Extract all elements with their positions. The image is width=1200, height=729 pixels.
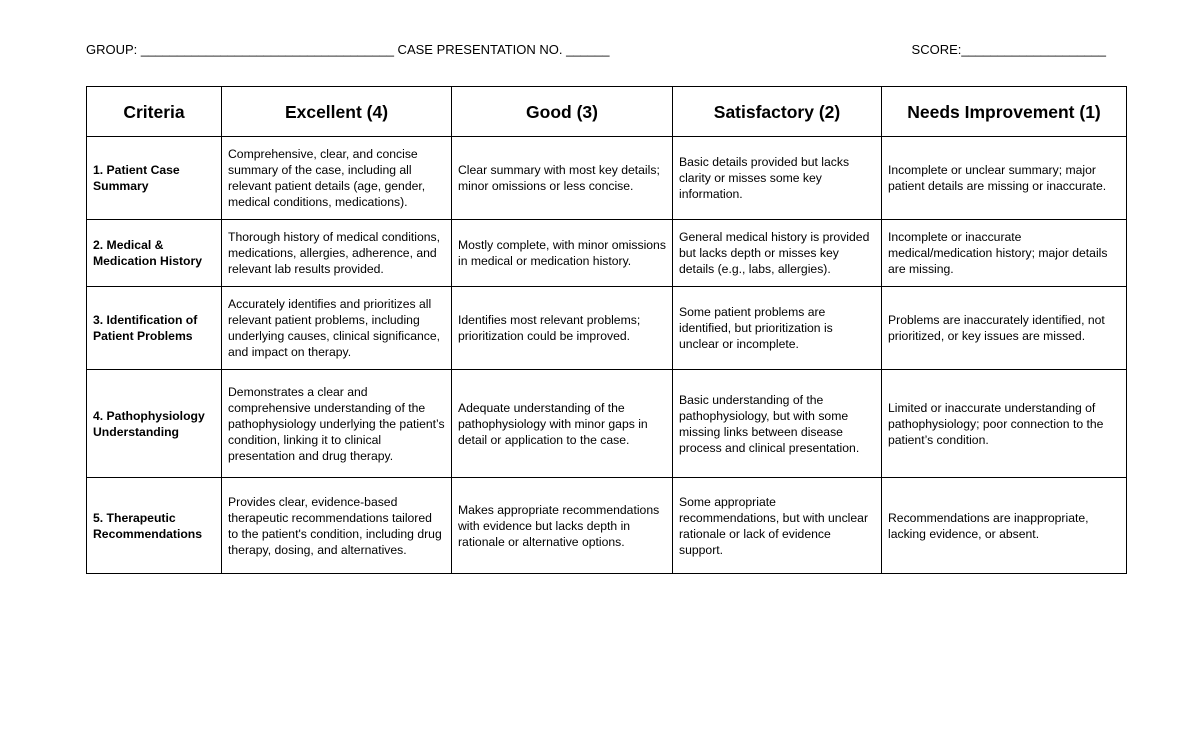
good-cell: Mostly complete, with minor omissions in medical or medication history. xyxy=(452,220,673,287)
table-row xyxy=(87,370,1127,478)
column-header-good: Good (3) xyxy=(452,87,673,137)
column-header-criteria: Criteria xyxy=(87,87,222,137)
excellent-cell: Provides clear, evidence-based therapeutic recommendations tailored to the patient's condition, including drug therapy, dosing, and alternatives. xyxy=(222,478,452,574)
satisfactory-cell: Basic details provided but lacks clarity or misses some key information. xyxy=(673,137,882,220)
criteria-cell: 4. Pathophysiology Understanding xyxy=(87,370,222,478)
satisfactory-cell: Some patient problems are identified, but prioritization is unclear or incomplete. xyxy=(673,287,882,370)
excellent-cell: Accurately identifies and prioritizes all relevant patient problems, including underlying causes, clinical significance, and impact on therapy. xyxy=(222,287,452,370)
table-row xyxy=(87,478,1127,574)
needs-improvement-cell: Recommendations are inappropriate, lacking evidence, or absent. xyxy=(882,478,1127,574)
needs-improvement-cell: Problems are inaccurately identified, not prioritized, or key issues are missed. xyxy=(882,287,1127,370)
rubric-table xyxy=(86,86,1127,574)
column-header-satisfactory: Satisfactory (2) xyxy=(673,87,882,137)
excellent-cell: Thorough history of medical conditions, medications, allergies, adherence, and relevant lab results provided. xyxy=(222,220,452,287)
score-line: SCORE:____________________ xyxy=(911,42,1106,57)
satisfactory-cell: General medical history is provided but lacks depth or misses key details (e.g., labs, allergies). xyxy=(673,220,882,287)
needs-improvement-cell: Incomplete or inaccurate medical/medication history; major details are missing. xyxy=(882,220,1127,287)
table-row xyxy=(87,137,1127,220)
good-cell: Adequate understanding of the pathophysiology with minor gaps in detail or application to the case. xyxy=(452,370,673,478)
table-row xyxy=(87,220,1127,287)
group-case-presentation-line: GROUP: ___________________________________ CASE PRESENTATION NO. ______ xyxy=(86,42,610,57)
table-header-row xyxy=(87,87,1127,137)
excellent-cell: Comprehensive, clear, and concise summary of the case, including all relevant patient details (age, gender, medical conditions, medications). xyxy=(222,137,452,220)
column-header-excellent: Excellent (4) xyxy=(222,87,452,137)
satisfactory-cell: Basic understanding of the pathophysiology, but with some missing links between disease process and clinical presentation. xyxy=(673,370,882,478)
needs-improvement-cell: Limited or inaccurate understanding of pathophysiology; poor connection to the patient’s condition. xyxy=(882,370,1127,478)
criteria-cell: 1. Patient Case Summary xyxy=(87,137,222,220)
good-cell: Clear summary with most key details; minor omissions or less concise. xyxy=(452,137,673,220)
column-header-needs-improvement: Needs Improvement (1) xyxy=(882,87,1127,137)
needs-improvement-cell: Incomplete or unclear summary; major patient details are missing or inaccurate. xyxy=(882,137,1127,220)
criteria-cell: 2. Medical & Medication History xyxy=(87,220,222,287)
satisfactory-cell: Some appropriate recommendations, but with unclear rationale or lack of evidence support. xyxy=(673,478,882,574)
criteria-cell: 3. Identification of Patient Problems xyxy=(87,287,222,370)
good-cell: Makes appropriate recommendations with evidence but lacks depth in rationale or alternative options. xyxy=(452,478,673,574)
excellent-cell: Demonstrates a clear and comprehensive understanding of the pathophysiology underlying the patient’s condition, linking it to clinical presentation and drug therapy. xyxy=(222,370,452,478)
table-row xyxy=(87,287,1127,370)
document-header xyxy=(86,42,1126,60)
good-cell: Identifies most relevant problems; prioritization could be improved. xyxy=(452,287,673,370)
criteria-cell: 5. Therapeutic Recommendations xyxy=(87,478,222,574)
